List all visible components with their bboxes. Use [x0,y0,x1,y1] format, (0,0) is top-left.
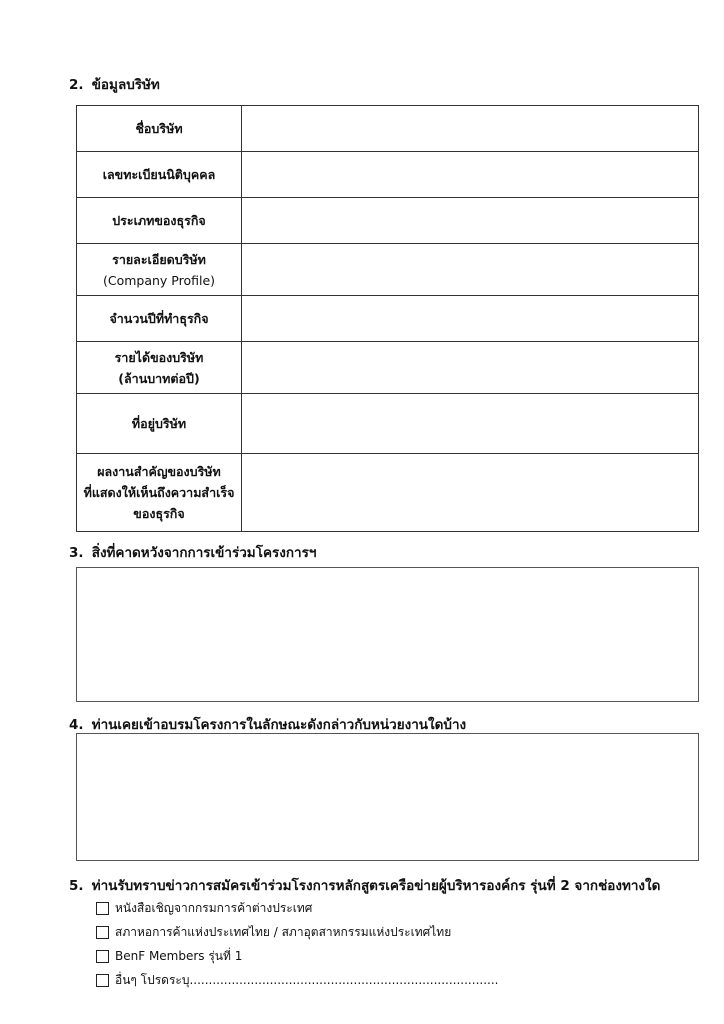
table-row [77,454,699,532]
label-line: จำนวนปีที่ทำธุรกิจ [109,311,209,326]
previous-training-textarea[interactable] [76,733,699,861]
business-type-field[interactable] [242,198,699,244]
section-3-title: สิ่งที่คาดหวังจากการเข้าร่วมโครงการฯ [91,545,317,561]
company-profile-field[interactable] [242,244,699,296]
label-line: (Company Profile) [102,272,216,288]
section-4-title: ท่านเคยเข้าอบรมโครงการในลักษณะดังกล่าวกับหน่วยงานใดบ้าง [91,717,467,733]
checkbox[interactable] [96,902,109,915]
company-revenue-field[interactable] [242,342,699,394]
table-row [77,342,699,394]
label-line: ของธุรกิจ [133,506,185,521]
section-4-number: 4. [69,717,84,733]
option-label: สภาหอการค้าแห่งประเทศไทย / สภาอุตสาหกรรมแห่งประเทศไทย [115,925,452,939]
company-revenue-label [77,342,242,394]
label-line: ผลงานสำคัญของบริษัท [97,464,221,479]
label-line: รายได้ของบริษัท [114,349,204,365]
label-line: ประเภทของธุรกิจ [112,213,206,228]
company-info-table [76,105,699,532]
option-invitation-letter[interactable] [96,899,312,918]
section-5-heading [69,874,660,896]
label-line: รายละเอียดบริษัท [112,251,206,267]
section-2-number: 2. [69,77,84,93]
label-line: (ล้านบาทต่อปี) [118,370,200,386]
section-2-heading [69,73,160,95]
section-3-heading [69,541,316,563]
company-address-field[interactable] [242,394,699,454]
table-row [77,394,699,454]
table-row [77,244,699,296]
label-line: ที่อยู่บริษัท [131,416,187,431]
option-label: หนังสือเชิญจากกรมการค้าต่างประเทศ [115,901,313,915]
label-line: ที่แสดงให้เห็นถึงความสำเร็จ [83,485,235,500]
years-in-business-field[interactable] [242,296,699,342]
company-address-label [77,394,242,454]
table-row [77,152,699,198]
years-in-business-label [77,296,242,342]
table-row [77,198,699,244]
registration-number-label [77,152,242,198]
company-profile-label [77,244,242,296]
checkbox[interactable] [96,926,109,939]
expectations-textarea[interactable] [76,567,699,702]
business-type-label [77,198,242,244]
option-chamber-of-commerce[interactable] [96,923,451,942]
option-other[interactable] [96,971,498,990]
label-line: ชื่อบริษัท [135,121,183,136]
key-achievements-label [77,454,242,532]
section-2-title: ข้อมูลบริษัท [91,77,160,93]
option-label: BenF Members รุ่นที่ 1 [115,949,243,963]
company-name-label [77,106,242,152]
option-label: อื่นๆ โปรดระบุ................................................................................. [115,973,499,987]
section-4-heading [69,713,466,735]
section-3-number: 3. [69,545,84,561]
checkbox[interactable] [96,950,109,963]
table-row [77,296,699,342]
table-row [77,106,699,152]
checkbox[interactable] [96,974,109,987]
section-5-title: ท่านรับทราบข่าวการสมัครเข้าร่วมโรงการหลักสูตรเครือข่ายผู้บริหารองค์กร รุ่นที่ 2 จากช่องทางใด [91,878,661,894]
label-line: เลขทะเบียนนิติบุคคล [102,167,216,182]
option-benf-members[interactable] [96,947,242,966]
key-achievements-field[interactable] [242,454,699,532]
registration-number-field[interactable] [242,152,699,198]
section-5-number: 5. [69,878,84,894]
company-name-field[interactable] [242,106,699,152]
